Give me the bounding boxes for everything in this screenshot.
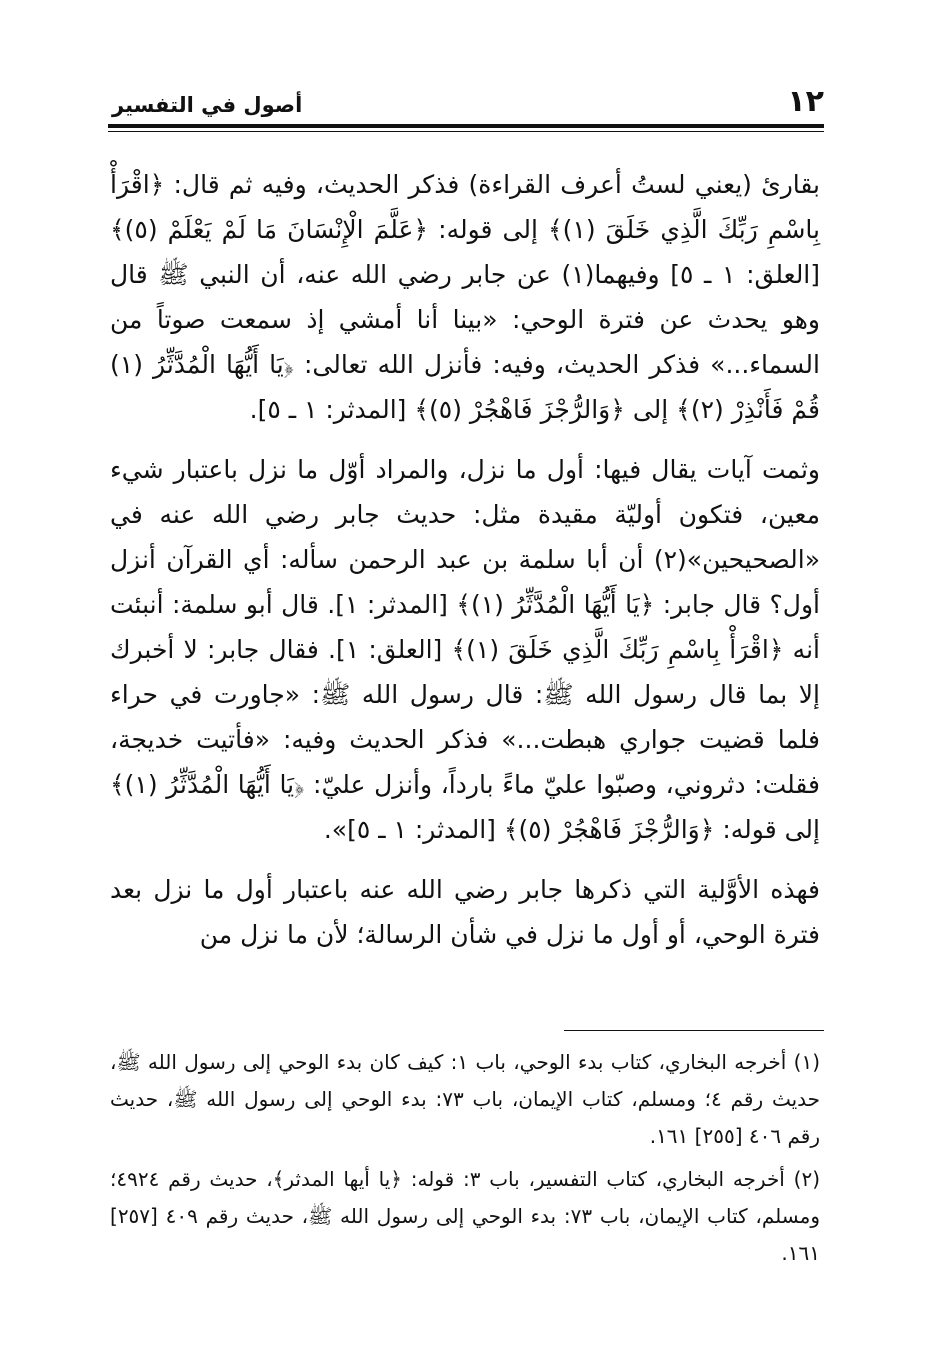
page-number: ١٢: [787, 84, 824, 119]
paragraph-3: فهذه الأوَّلية التي ذكرها جابر رضي الله عنه باعتبار أول ما نزل بعد فترة الوحي، أو أول ما نزل في شأن الرسالة؛ لأن ما نزل من: [110, 875, 820, 949]
header-rule-thin: [108, 131, 824, 132]
header-rule-thick: [108, 124, 824, 128]
paragraph-1: بقارئ (يعني لستُ أعرف القراءة) فذكر الحديث، وفيه ثم قال: ﴿اقْرَأْ بِاسْمِ رَبِّكَ الَّذِي خَلَقَ (١)﴾ إلى قوله: ﴿عَلَّمَ الْإِنْسَانَ مَا لَمْ يَعْلَمْ (٥)﴾ [العلق: ١ ـ ٥] وفيهما(١) عن جابر رضي الله عنه، أن النبي ﷺ قال وهو يحدث عن فترة الوحي: «بينا أنا أمشي إذ سمعت صوتاً من السماء...» فذكر الحديث، وفيه: فأنزل الله تعالى: ﴿يَا أَيُّهَا الْمُدَّثِّرُ (١) قُمْ فَأَنْذِرْ (٢)﴾ إلى ﴿وَالرُّجْزَ فَاهْجُرْ (٥)﴾ [المدثر: ١ ـ ٥].: [110, 170, 821, 424]
footnotes: [110, 1044, 820, 1272]
paragraph-2: وثمت آيات يقال فيها: أول ما نزل، والمراد أوّل ما نزل باعتبار شيء معين، فتكون أوليّة مقيدة مثل: حديث جابر رضي الله عنه في «الصحيحين»(٢) أن أبا سلمة بن عبد الرحمن سأله: أي القرآن أنزل أول؟ قال جابر: ﴿يَا أَيُّهَا الْمُدَّثِّرُ (١)﴾ [المدثر: ١]. قال أبو سلمة: أنبئت أنه ﴿اقْرَأْ بِاسْمِ رَبِّكَ الَّذِي خَلَقَ (١)﴾ [العلق: ١]. فقال جابر: لا أخبرك إلا بما قال رسول الله ﷺ: قال رسول الله ﷺ: «جاورت في حراء فلما قضيت جواري هبطت...» فذكر الحديث وفيه: «فأتيت خديجة، فقلت: دثروني، وصبّوا عليّ ماءً بارداً، وأنزل عليّ: ﴿يَا أَيُّهَا الْمُدَّثِّرُ (١)﴾ إلى قوله: ﴿وَالرُّجْزَ فَاهْجُرْ (٥)﴾ [المدثر: ١ ـ ٥]».: [110, 455, 820, 844]
page-header: [108, 84, 824, 126]
footnote-separator: [564, 1030, 824, 1031]
footnote-2: (٢) أخرجه البخاري، كتاب التفسير، باب ٣: قوله: ﴿يا أيها المدثر﴾، حديث رقم ٤٩٢٤؛ ومسلم، كتاب الإيمان، باب ٧٣: بدء الوحي إلى رسول الله ﷺ، حديث رقم ٤٠٩ [٢٥٧] ١٦١.: [110, 1167, 821, 1265]
main-text: [110, 162, 820, 957]
footnote-1: (١) أخرجه البخاري، كتاب بدء الوحي، باب ١: كيف كان بدء الوحي إلى رسول الله ﷺ، حديث رقم ٤؛ ومسلم، كتاب الإيمان، باب ٧٣: بدء الوحي إلى رسول الله ﷺ، حديث رقم ٤٠٦ [٢٥٥] ١٦١.: [110, 1050, 821, 1148]
running-title: أصول في التفسير: [112, 93, 303, 117]
